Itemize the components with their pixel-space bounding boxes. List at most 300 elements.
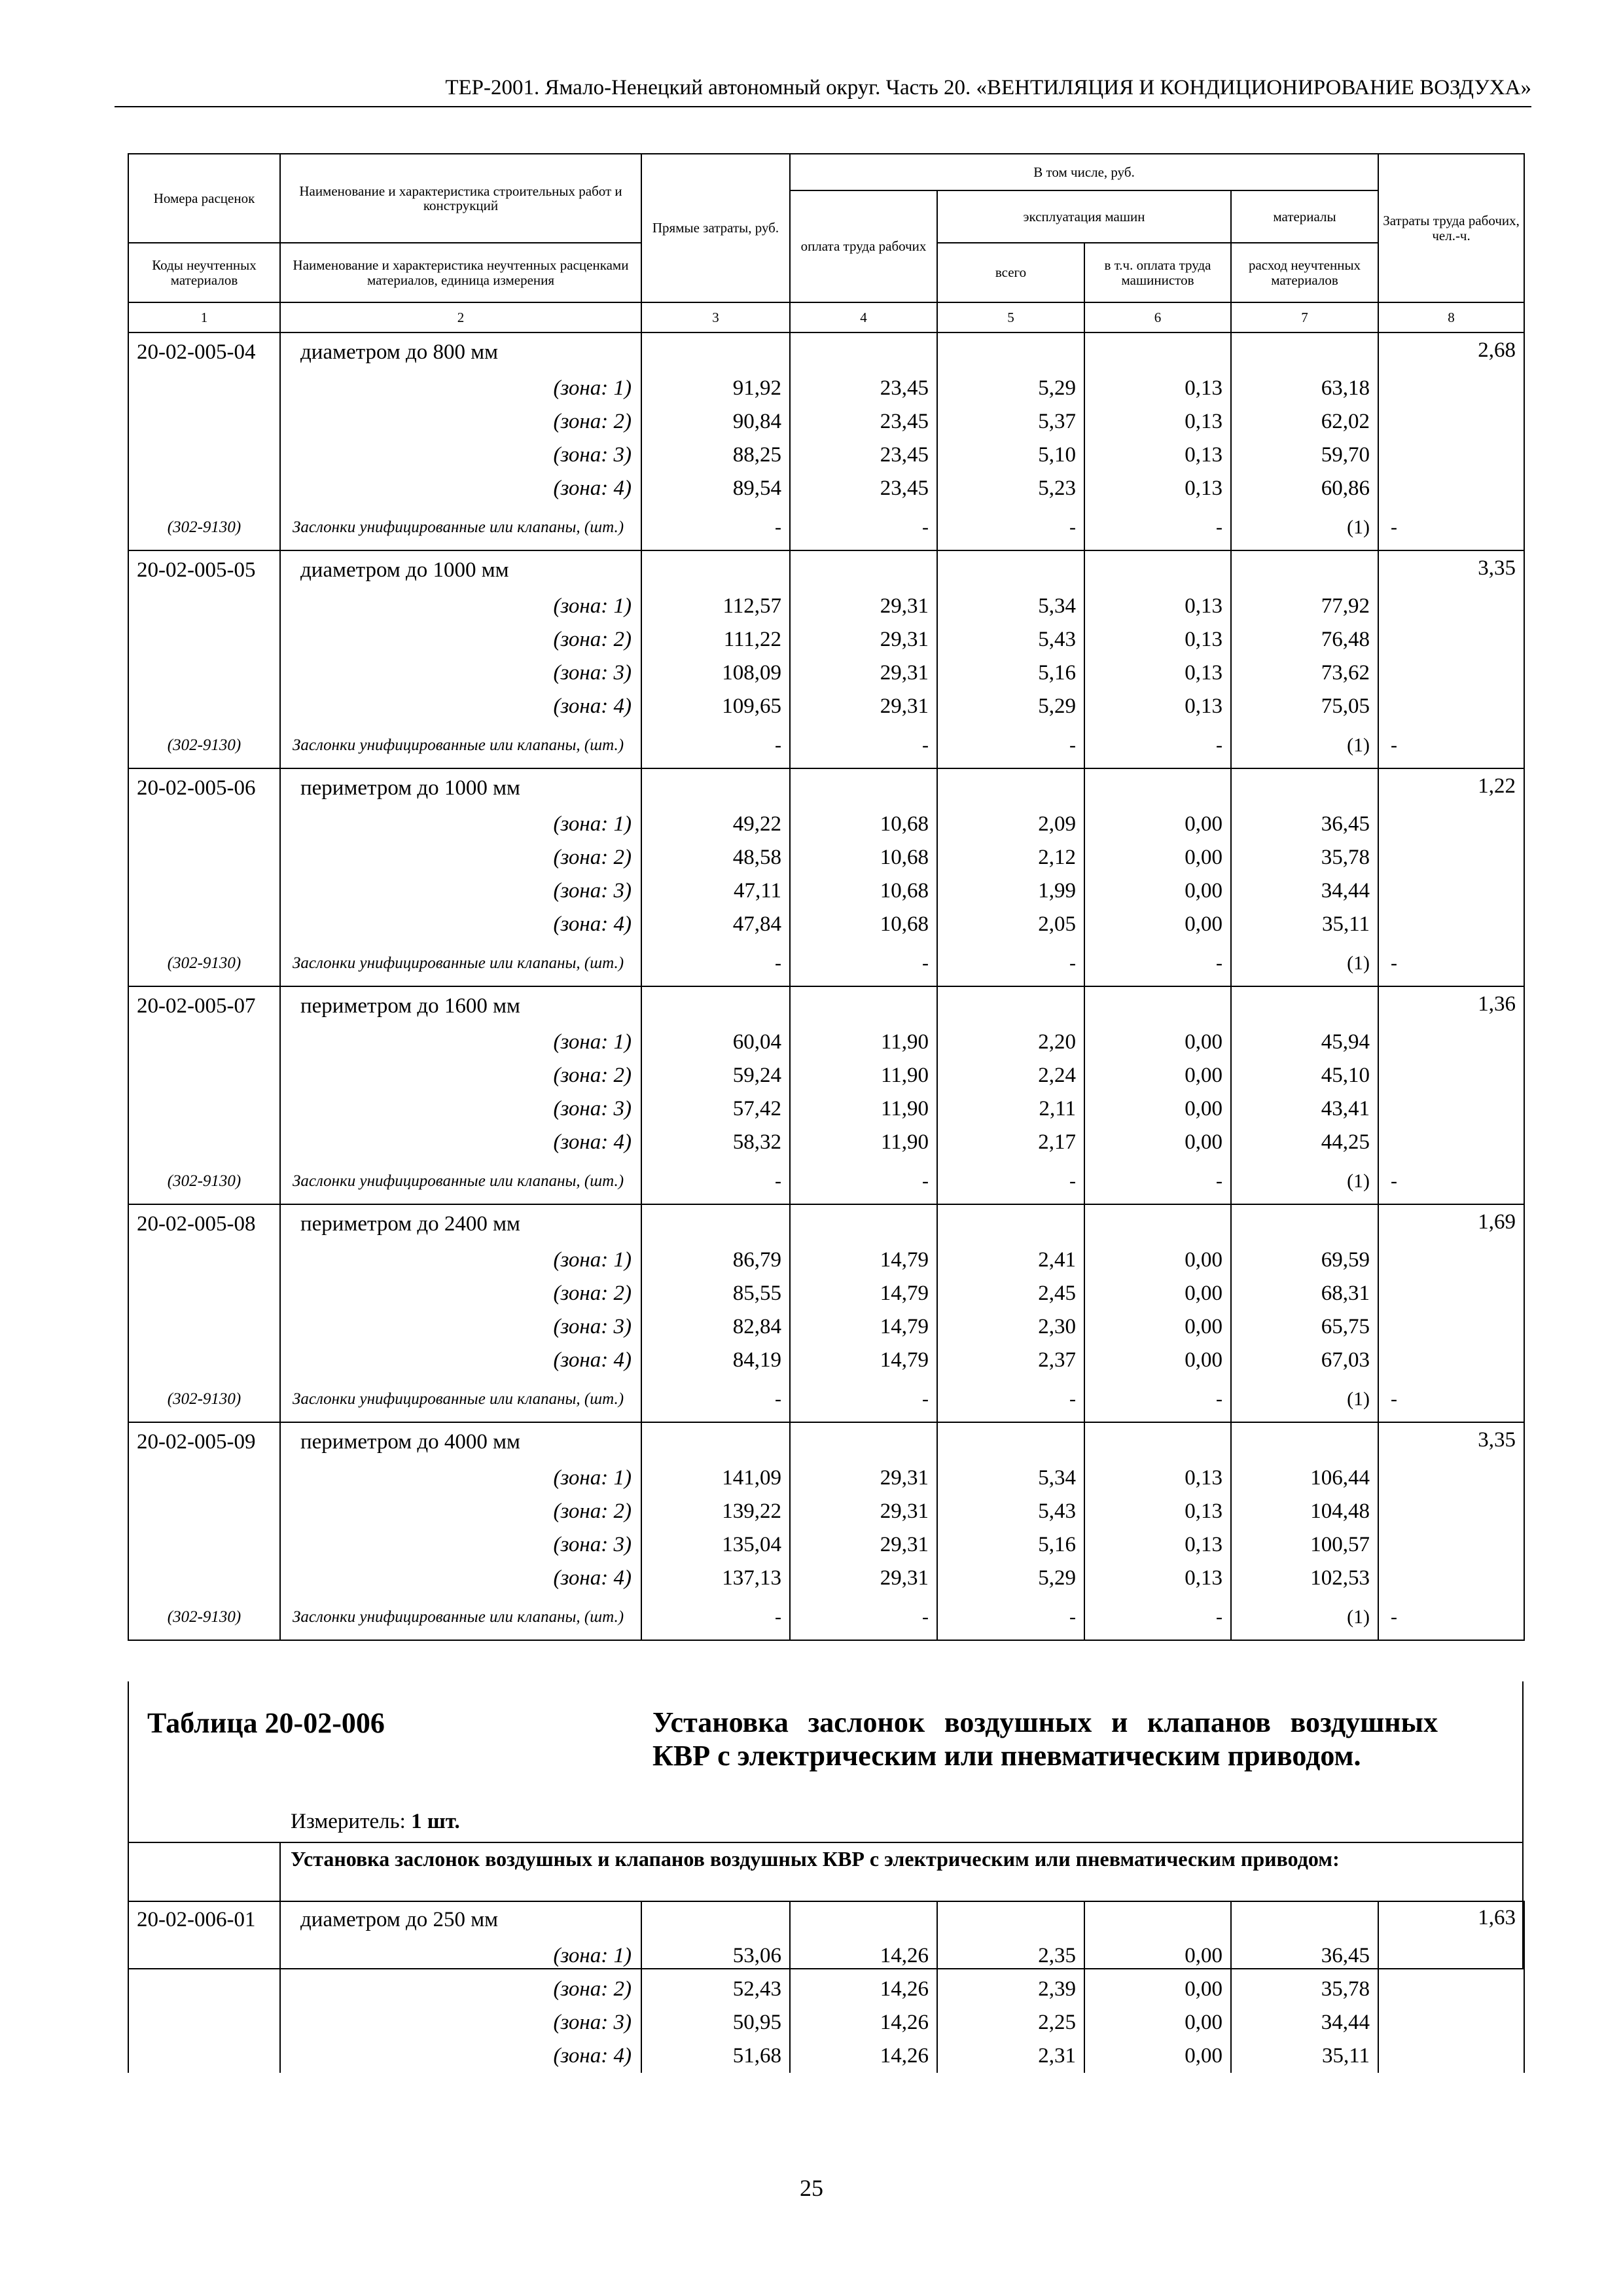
material-qty: (1) — [1231, 941, 1378, 986]
dash-cell: - — [1084, 1159, 1231, 1204]
empty-cell — [641, 768, 790, 808]
value-cell: 5,29 — [937, 690, 1084, 723]
zone-row — [128, 2039, 1524, 2073]
empty-cell — [1378, 405, 1524, 439]
zone-row — [128, 808, 1524, 841]
empty-cell — [128, 1092, 280, 1126]
value-cell: 43,41 — [1231, 1092, 1378, 1126]
empty-cell — [1231, 986, 1378, 1026]
zone-label: (зона: 4) — [280, 1562, 641, 1595]
value-cell: 36,45 — [1231, 808, 1378, 841]
value-cell: 23,45 — [790, 472, 937, 505]
value-cell: 35,78 — [1231, 841, 1378, 874]
empty-cell — [128, 2006, 280, 2039]
empty-cell — [128, 841, 280, 874]
running-header: ТЕР-2001. Ямало-Ненецкий автономный округ. Часть 20. «ВЕНТИЛЯЦИЯ И КОНДИЦИОНИРОВАНИЕ ВОЗДУХА» — [115, 68, 1531, 107]
rate-row — [128, 1422, 1524, 1462]
dash-cell: - — [1378, 505, 1524, 550]
value-cell: 23,45 — [790, 405, 937, 439]
empty-cell — [128, 1562, 280, 1595]
value-cell: 14,26 — [790, 2039, 937, 2073]
zone-label: (зона: 4) — [280, 1344, 641, 1377]
value-cell: 63,18 — [1231, 372, 1378, 405]
column-number: 4 — [790, 302, 937, 332]
zone-label: (зона: 1) — [280, 1939, 641, 1973]
value-cell: 53,06 — [641, 1939, 790, 1973]
value-cell: 5,16 — [937, 656, 1084, 690]
value-cell: 14,26 — [790, 1973, 937, 2006]
dash-cell: - — [937, 1159, 1084, 1204]
section-subheading: Установка заслонок воздушных и клапанов воздушных КВР с электрическим или пневматическим приводом: — [291, 1847, 1340, 1871]
zone-label: (зона: 3) — [280, 439, 641, 472]
empty-cell — [1378, 590, 1524, 623]
empty-cell — [790, 1422, 937, 1462]
zone-row — [128, 1126, 1524, 1159]
value-cell: 10,68 — [790, 908, 937, 941]
rate-name: диаметром до 250 мм — [280, 1901, 641, 1939]
dash-cell: - — [790, 1159, 937, 1204]
empty-cell — [641, 1422, 790, 1462]
table-title: Таблица 20-02-006 — [147, 1707, 385, 1739]
empty-cell — [1231, 1204, 1378, 1244]
zone-label: (зона: 1) — [280, 1244, 641, 1277]
value-cell: 29,31 — [790, 1562, 937, 1595]
dash-cell: - — [641, 723, 790, 768]
zone-row — [128, 1026, 1524, 1059]
value-cell: 84,19 — [641, 1344, 790, 1377]
labor-cost: 3,35 — [1378, 1422, 1524, 1462]
empty-cell — [1378, 1462, 1524, 1495]
column-number: 5 — [937, 302, 1084, 332]
empty-cell — [1378, 2006, 1524, 2039]
zone-label: (зона: 2) — [280, 1059, 641, 1092]
zone-row — [128, 1939, 1524, 1973]
value-cell: 29,31 — [790, 656, 937, 690]
col-header-machines: эксплуатация машин — [937, 190, 1231, 243]
zone-label: (зона: 1) — [280, 590, 641, 623]
zone-row — [128, 1244, 1524, 1277]
value-cell: 2,37 — [937, 1344, 1084, 1377]
value-cell: 139,22 — [641, 1495, 790, 1528]
material-name: Заслонки унифицированные или клапаны, (шт.) — [280, 505, 641, 550]
zone-row — [128, 472, 1524, 505]
value-cell: 11,90 — [790, 1126, 937, 1159]
empty-cell — [128, 1495, 280, 1528]
material-code: (302-9130) — [128, 505, 280, 550]
value-cell: 76,48 — [1231, 623, 1378, 656]
zone-row — [128, 372, 1524, 405]
empty-cell — [1378, 1495, 1524, 1528]
empty-cell — [128, 405, 280, 439]
col-header-labor: Затраты труда рабочих, чел.-ч. — [1378, 154, 1524, 302]
rate-name: периметром до 1000 мм — [280, 768, 641, 808]
empty-cell — [1378, 1126, 1524, 1159]
empty-cell — [1378, 808, 1524, 841]
empty-cell — [1378, 439, 1524, 472]
value-cell: 0,00 — [1084, 1344, 1231, 1377]
zone-label: (зона: 4) — [280, 908, 641, 941]
value-cell: 23,45 — [790, 372, 937, 405]
value-cell: 108,09 — [641, 656, 790, 690]
value-cell: 102,53 — [1231, 1562, 1378, 1595]
value-cell: 2,30 — [937, 1310, 1084, 1344]
empty-cell — [128, 2039, 280, 2073]
value-cell: 0,00 — [1084, 1310, 1231, 1344]
value-cell: 14,26 — [790, 2006, 937, 2039]
empty-cell — [1231, 768, 1378, 808]
zone-label: (зона: 1) — [280, 808, 641, 841]
column-number: 8 — [1378, 302, 1524, 332]
value-cell: 5,29 — [937, 372, 1084, 405]
zone-label: (зона: 3) — [280, 1310, 641, 1344]
rate-name: периметром до 1600 мм — [280, 986, 641, 1026]
zone-row — [128, 874, 1524, 908]
value-cell: 5,43 — [937, 623, 1084, 656]
value-cell: 85,55 — [641, 1277, 790, 1310]
dash-cell: - — [1084, 723, 1231, 768]
value-cell: 91,92 — [641, 372, 790, 405]
value-cell: 5,10 — [937, 439, 1084, 472]
value-cell: 14,79 — [790, 1344, 937, 1377]
empty-cell — [1378, 1939, 1524, 1973]
material-name: Заслонки унифицированные или клапаны, (шт.) — [280, 1159, 641, 1204]
material-name: Заслонки унифицированные или клапаны, (шт.) — [280, 723, 641, 768]
empty-cell — [937, 986, 1084, 1026]
dash-cell: - — [790, 1377, 937, 1422]
zone-label: (зона: 4) — [280, 690, 641, 723]
empty-cell — [128, 439, 280, 472]
value-cell: 112,57 — [641, 590, 790, 623]
divider — [279, 1842, 281, 1901]
zone-row — [128, 656, 1524, 690]
empty-cell — [128, 1939, 280, 1973]
empty-cell — [128, 1277, 280, 1310]
col-header-work-name: Наименование и характеристика строительных работ и конструкций — [280, 154, 641, 243]
empty-cell — [1378, 908, 1524, 941]
dash-cell: - — [790, 505, 937, 550]
zone-row — [128, 405, 1524, 439]
value-cell: 29,31 — [790, 1495, 937, 1528]
zone-label: (зона: 4) — [280, 472, 641, 505]
empty-cell — [1084, 768, 1231, 808]
value-cell: 44,25 — [1231, 1126, 1378, 1159]
empty-cell — [1378, 1528, 1524, 1562]
value-cell: 0,00 — [1084, 1277, 1231, 1310]
value-cell: 10,68 — [790, 841, 937, 874]
empty-cell — [790, 986, 937, 1026]
col-header-material-usage: расход неучтенных материалов — [1231, 243, 1378, 302]
empty-cell — [1231, 1422, 1378, 1462]
value-cell: 0,00 — [1084, 2039, 1231, 2073]
empty-cell — [641, 332, 790, 372]
value-cell: 2,31 — [937, 2039, 1084, 2073]
value-cell: 0,13 — [1084, 472, 1231, 505]
dash-cell: - — [641, 941, 790, 986]
empty-cell — [641, 986, 790, 1026]
empty-cell — [128, 590, 280, 623]
value-cell: 0,13 — [1084, 439, 1231, 472]
empty-cell — [128, 1528, 280, 1562]
column-number: 7 — [1231, 302, 1378, 332]
col-header-group: В том числе, руб. — [790, 154, 1378, 190]
rate-code: 20-02-006-01 — [128, 1901, 280, 1939]
empty-cell — [128, 1973, 280, 2006]
dash-cell: - — [1378, 941, 1524, 986]
zone-row — [128, 623, 1524, 656]
rate-name: диаметром до 800 мм — [280, 332, 641, 372]
value-cell: 29,31 — [790, 1462, 937, 1495]
zone-label: (зона: 1) — [280, 1462, 641, 1495]
empty-cell — [937, 1901, 1084, 1939]
rate-code: 20-02-005-06 — [128, 768, 280, 808]
empty-cell — [1378, 1344, 1524, 1377]
value-cell: 35,11 — [1231, 908, 1378, 941]
empty-cell — [1378, 841, 1524, 874]
zone-label: (зона: 3) — [280, 656, 641, 690]
column-number: 2 — [280, 302, 641, 332]
material-row — [128, 1159, 1524, 1204]
page-number: 25 — [800, 2175, 823, 2201]
empty-cell — [128, 1059, 280, 1092]
zone-label: (зона: 4) — [280, 2039, 641, 2073]
value-cell: 11,90 — [790, 1026, 937, 1059]
value-cell: 0,00 — [1084, 1939, 1231, 1973]
value-cell: 5,16 — [937, 1528, 1084, 1562]
zone-row — [128, 690, 1524, 723]
zone-row — [128, 1973, 1524, 2006]
empty-cell — [128, 808, 280, 841]
value-cell: 89,54 — [641, 472, 790, 505]
value-cell: 5,43 — [937, 1495, 1084, 1528]
value-cell: 2,24 — [937, 1059, 1084, 1092]
divider — [129, 1842, 1522, 1843]
zone-row — [128, 1562, 1524, 1595]
empty-cell — [128, 1244, 280, 1277]
value-cell: 69,59 — [1231, 1244, 1378, 1277]
value-cell: 0,00 — [1084, 841, 1231, 874]
dash-cell: - — [790, 1595, 937, 1640]
value-cell: 11,90 — [790, 1059, 937, 1092]
empty-cell — [1378, 656, 1524, 690]
empty-cell — [1084, 1204, 1231, 1244]
empty-cell — [1231, 1901, 1378, 1939]
value-cell: 0,00 — [1084, 1059, 1231, 1092]
value-cell: 2,39 — [937, 1973, 1084, 2006]
value-cell: 106,44 — [1231, 1462, 1378, 1495]
col-header-material-codes: Коды неучтенных материалов — [128, 243, 280, 302]
value-cell: 67,03 — [1231, 1344, 1378, 1377]
zone-row — [128, 439, 1524, 472]
empty-cell — [1378, 1310, 1524, 1344]
zone-label: (зона: 3) — [280, 1528, 641, 1562]
empty-cell — [790, 1204, 937, 1244]
material-row — [128, 505, 1524, 550]
zone-label: (зона: 2) — [280, 1973, 641, 2006]
value-cell: 52,43 — [641, 1973, 790, 2006]
value-cell: 35,11 — [1231, 2039, 1378, 2073]
value-cell: 0,00 — [1084, 1244, 1231, 1277]
measure-label: Измеритель: — [291, 1810, 406, 1833]
zone-label: (зона: 2) — [280, 1277, 641, 1310]
value-cell: 2,17 — [937, 1126, 1084, 1159]
table-description: Установка заслонок воздушных и клапанов воздушных КВР с электрическим или пневматическим приводом. — [652, 1706, 1438, 1772]
empty-cell — [1231, 550, 1378, 590]
measure-value: 1 шт. — [411, 1810, 460, 1833]
value-cell: 73,62 — [1231, 656, 1378, 690]
value-cell: 2,25 — [937, 2006, 1084, 2039]
empty-cell — [1378, 1277, 1524, 1310]
rate-code: 20-02-005-08 — [128, 1204, 280, 1244]
labor-cost: 1,69 — [1378, 1204, 1524, 1244]
empty-cell — [128, 1462, 280, 1495]
material-code: (302-9130) — [128, 1159, 280, 1204]
dash-cell: - — [937, 1595, 1084, 1640]
empty-cell — [128, 908, 280, 941]
value-cell: 2,11 — [937, 1092, 1084, 1126]
empty-cell — [790, 768, 937, 808]
labor-cost: 3,35 — [1378, 550, 1524, 590]
empty-cell — [937, 550, 1084, 590]
dash-cell: - — [1084, 941, 1231, 986]
value-cell: 62,02 — [1231, 405, 1378, 439]
labor-cost: 1,22 — [1378, 768, 1524, 808]
measure-unit — [291, 1810, 460, 1834]
value-cell: 109,65 — [641, 690, 790, 723]
material-row — [128, 723, 1524, 768]
value-cell: 14,79 — [790, 1277, 937, 1310]
value-cell: 135,04 — [641, 1528, 790, 1562]
value-cell: 5,37 — [937, 405, 1084, 439]
value-cell: 47,84 — [641, 908, 790, 941]
value-cell: 75,05 — [1231, 690, 1378, 723]
zone-row — [128, 1462, 1524, 1495]
value-cell: 90,84 — [641, 405, 790, 439]
zone-row — [128, 1059, 1524, 1092]
zone-row — [128, 590, 1524, 623]
rate-row — [128, 332, 1524, 372]
empty-cell — [790, 332, 937, 372]
zone-label: (зона: 2) — [280, 841, 641, 874]
rate-name: периметром до 4000 мм — [280, 1422, 641, 1462]
empty-cell — [128, 1126, 280, 1159]
empty-cell — [790, 1901, 937, 1939]
value-cell: 0,13 — [1084, 656, 1231, 690]
value-cell: 0,13 — [1084, 405, 1231, 439]
col-header-materials: материалы — [1231, 190, 1378, 243]
dash-cell: - — [641, 1377, 790, 1422]
value-cell: 0,13 — [1084, 590, 1231, 623]
value-cell: 29,31 — [790, 590, 937, 623]
value-cell: 34,44 — [1231, 2006, 1378, 2039]
rate-row — [128, 986, 1524, 1026]
dash-cell: - — [641, 1159, 790, 1204]
value-cell: 51,68 — [641, 2039, 790, 2073]
col-header-operators-wages: в т.ч. оплата труда машинистов — [1084, 243, 1231, 302]
zone-label: (зона: 1) — [280, 1026, 641, 1059]
empty-cell — [128, 472, 280, 505]
value-cell: 0,13 — [1084, 1495, 1231, 1528]
rates-table — [128, 153, 1525, 1641]
value-cell: 45,94 — [1231, 1026, 1378, 1059]
dash-cell: - — [790, 941, 937, 986]
material-row — [128, 1595, 1524, 1640]
empty-cell — [128, 656, 280, 690]
value-cell: 57,42 — [641, 1092, 790, 1126]
value-cell: 1,99 — [937, 874, 1084, 908]
empty-cell — [937, 768, 1084, 808]
value-cell: 60,04 — [641, 1026, 790, 1059]
labor-cost: 1,36 — [1378, 986, 1524, 1026]
empty-cell — [1378, 1244, 1524, 1277]
col-header-material-names: Наименование и характеристика неучтенных расценками материалов, единица измерения — [280, 243, 641, 302]
rate-code: 20-02-005-07 — [128, 986, 280, 1026]
empty-cell — [128, 1310, 280, 1344]
empty-cell — [1084, 986, 1231, 1026]
value-cell: 35,78 — [1231, 1973, 1378, 2006]
empty-cell — [1231, 332, 1378, 372]
material-qty: (1) — [1231, 505, 1378, 550]
rate-code: 20-02-005-09 — [128, 1422, 280, 1462]
value-cell: 0,13 — [1084, 1528, 1231, 1562]
value-cell: 141,09 — [641, 1462, 790, 1495]
rate-name: диаметром до 1000 мм — [280, 550, 641, 590]
material-code: (302-9130) — [128, 1377, 280, 1422]
zone-label: (зона: 1) — [280, 372, 641, 405]
empty-cell — [128, 372, 280, 405]
value-cell: 11,90 — [790, 1092, 937, 1126]
value-cell: 2,20 — [937, 1026, 1084, 1059]
value-cell: 2,12 — [937, 841, 1084, 874]
value-cell: 29,31 — [790, 623, 937, 656]
value-cell: 23,45 — [790, 439, 937, 472]
value-cell: 88,25 — [641, 439, 790, 472]
column-number: 3 — [641, 302, 790, 332]
value-cell: 5,29 — [937, 1562, 1084, 1595]
value-cell: 29,31 — [790, 690, 937, 723]
dash-cell: - — [1084, 1595, 1231, 1640]
value-cell: 5,34 — [937, 1462, 1084, 1495]
value-cell: 0,00 — [1084, 908, 1231, 941]
empty-cell — [937, 1204, 1084, 1244]
empty-cell — [128, 690, 280, 723]
labor-cost: 1,63 — [1378, 1901, 1524, 1939]
empty-cell — [641, 1901, 790, 1939]
column-number: 1 — [128, 302, 280, 332]
zone-label: (зона: 2) — [280, 623, 641, 656]
column-number: 6 — [1084, 302, 1231, 332]
empty-cell — [1084, 550, 1231, 590]
value-cell: 2,41 — [937, 1244, 1084, 1277]
dash-cell: - — [641, 505, 790, 550]
zone-row — [128, 1310, 1524, 1344]
empty-cell — [790, 550, 937, 590]
material-name: Заслонки унифицированные или клапаны, (шт.) — [280, 1595, 641, 1640]
zone-row — [128, 1528, 1524, 1562]
rate-row — [128, 1901, 1524, 1939]
value-cell: 86,79 — [641, 1244, 790, 1277]
col-header-rate-number: Номера расценок — [128, 154, 280, 243]
zone-label: (зона: 3) — [280, 1092, 641, 1126]
empty-cell — [937, 332, 1084, 372]
material-row — [128, 1377, 1524, 1422]
value-cell: 5,23 — [937, 472, 1084, 505]
rate-row — [128, 550, 1524, 590]
value-cell: 111,22 — [641, 623, 790, 656]
empty-cell — [1378, 1562, 1524, 1595]
empty-cell — [1378, 1973, 1524, 2006]
dash-cell: - — [1378, 1377, 1524, 1422]
empty-cell — [937, 1422, 1084, 1462]
